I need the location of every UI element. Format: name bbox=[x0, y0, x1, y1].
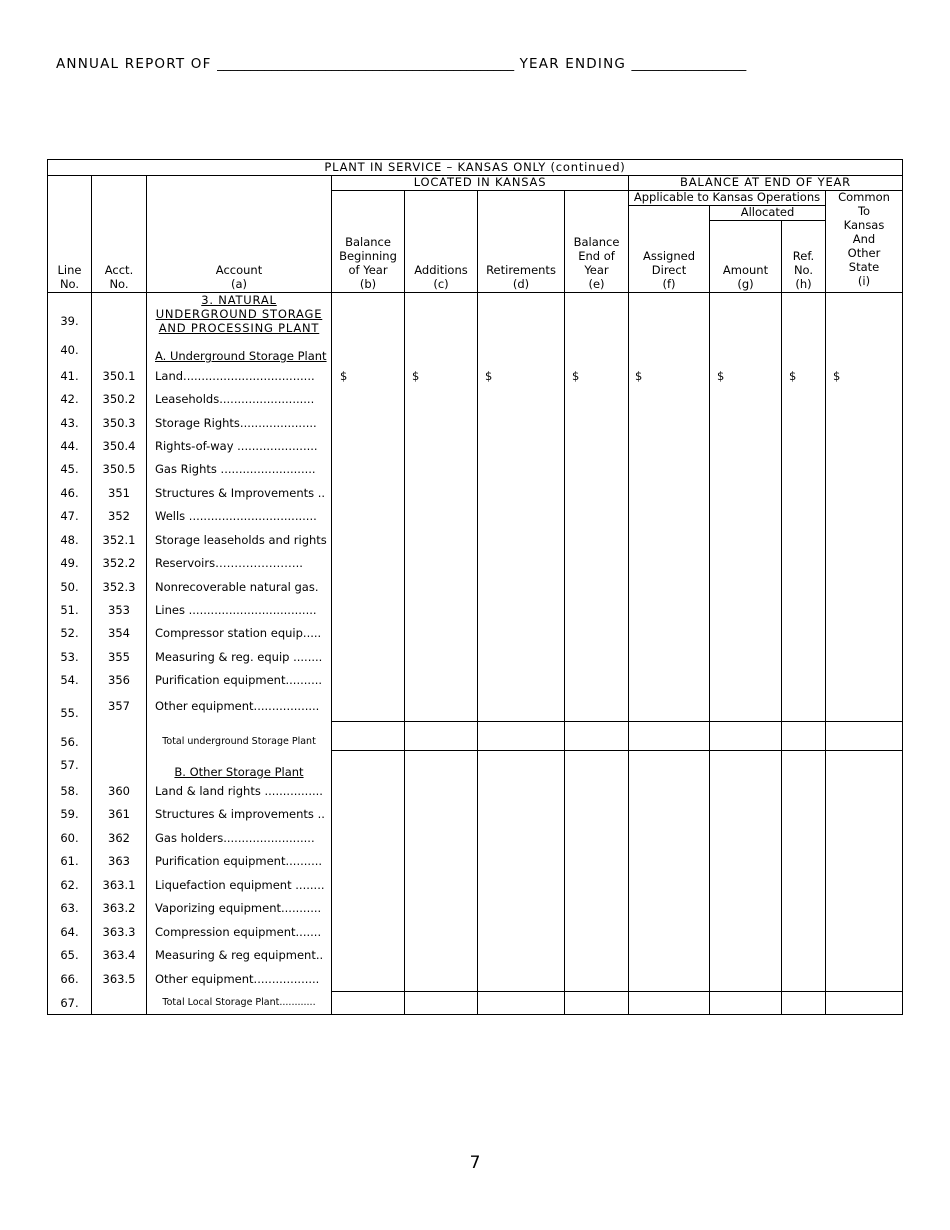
account-name: Wells ................................... bbox=[155, 509, 317, 523]
section-heading: 3. NATURAL UNDERGROUND STORAGE AND PROCESSING PLANT bbox=[155, 293, 323, 335]
line-number: 59. bbox=[60, 807, 79, 821]
col-header-i: Common To Kansas And Other State (i) bbox=[838, 190, 890, 288]
applicable-kansas-heading: Applicable to Kansas Operations bbox=[633, 190, 821, 204]
account-number: 361 bbox=[108, 807, 130, 821]
line-number: 52. bbox=[60, 626, 79, 640]
line-number: 66. bbox=[60, 972, 79, 986]
col-header-e: Balance End of Year (e) bbox=[573, 235, 620, 291]
balance-end-year-heading: BALANCE AT END OF YEAR bbox=[680, 175, 851, 189]
account-number: 351 bbox=[108, 486, 130, 500]
account-name: Structures & Improvements .. bbox=[155, 486, 326, 500]
account-name: Gas Rights .......................... bbox=[155, 462, 316, 476]
line-number: 63. bbox=[60, 901, 79, 915]
account-name: Land.................................... bbox=[155, 369, 315, 383]
account-number: 352.2 bbox=[102, 556, 136, 570]
currency-symbol: $ bbox=[340, 369, 348, 383]
line-number: 40. bbox=[60, 343, 79, 357]
line-number: 53. bbox=[60, 650, 79, 664]
account-name: B. Other Storage Plant bbox=[174, 765, 304, 779]
account-name: Measuring & reg equipment.. bbox=[155, 948, 324, 962]
line-number: 56. bbox=[60, 735, 79, 749]
account-name: Storage leaseholds and rights bbox=[155, 533, 327, 547]
currency-symbol: $ bbox=[412, 369, 420, 383]
account-number: 350.3 bbox=[102, 416, 136, 430]
account-name: Rights-of-way ...................... bbox=[155, 439, 318, 453]
account-number: 363.1 bbox=[102, 878, 136, 892]
currency-symbol: $ bbox=[635, 369, 643, 383]
located-in-kansas-heading: LOCATED IN KANSAS bbox=[413, 175, 547, 189]
currency-symbol: $ bbox=[572, 369, 580, 383]
col-header-line: Line No. bbox=[57, 263, 82, 291]
line-number: 47. bbox=[60, 509, 79, 523]
line-number: 48. bbox=[60, 533, 79, 547]
currency-symbol: $ bbox=[833, 369, 841, 383]
table-title: PLANT IN SERVICE – KANSAS ONLY (continued) bbox=[324, 160, 626, 174]
col-header-acct: Acct. No. bbox=[104, 263, 134, 291]
account-name: Total Local Storage Plant............ bbox=[162, 997, 316, 1008]
account-name: Gas holders......................... bbox=[155, 831, 315, 845]
line-number: 42. bbox=[60, 392, 79, 406]
account-number: 363.4 bbox=[102, 948, 136, 962]
account-number: 350.1 bbox=[102, 369, 136, 383]
account-name: Leaseholds.......................... bbox=[155, 392, 315, 406]
account-number: 350.5 bbox=[102, 462, 136, 476]
account-number: 360 bbox=[108, 784, 130, 798]
account-name: Measuring & reg. equip ........ bbox=[155, 650, 323, 664]
line-number: 67. bbox=[60, 996, 79, 1010]
line-number: 50. bbox=[60, 580, 79, 594]
account-name: Liquefaction equipment ........ bbox=[155, 878, 325, 892]
account-number: 363.5 bbox=[102, 972, 136, 986]
account-number: 354 bbox=[108, 626, 130, 640]
account-name: Lines ................................... bbox=[155, 603, 317, 617]
line-number: 64. bbox=[60, 925, 79, 939]
currency-symbol: $ bbox=[789, 369, 797, 383]
col-header-h: Ref. No. (h) bbox=[792, 249, 815, 291]
line-number: 55. bbox=[60, 706, 79, 720]
line-number: 49. bbox=[60, 556, 79, 570]
line-number: 43. bbox=[60, 416, 79, 430]
col-header-d: Retirements (d) bbox=[486, 263, 556, 291]
line-number: 54. bbox=[60, 673, 79, 687]
col-header-b: Balance Beginning of Year (b) bbox=[339, 235, 397, 291]
account-name: Purification equipment.......... bbox=[155, 673, 323, 687]
company-name-blank[interactable]: ____________________________________________ bbox=[217, 56, 515, 72]
account-number: 356 bbox=[108, 673, 130, 687]
line-number: 39. bbox=[60, 314, 79, 328]
account-name: Purification equipment.......... bbox=[155, 854, 323, 868]
line-number: 41. bbox=[60, 369, 79, 383]
line-number: 58. bbox=[60, 784, 79, 798]
line-number: 57. bbox=[60, 758, 79, 772]
col-header-c: Additions (c) bbox=[414, 263, 468, 291]
account-number: 352.1 bbox=[102, 533, 136, 547]
account-number: 353 bbox=[108, 603, 130, 617]
account-name: Other equipment.................. bbox=[155, 972, 320, 986]
account-name: Compressor station equip..... bbox=[155, 626, 322, 640]
annual-report-label: ANNUAL REPORT OF bbox=[56, 56, 212, 72]
line-number: 62. bbox=[60, 878, 79, 892]
account-number: 357 bbox=[108, 699, 130, 713]
account-number: 355 bbox=[108, 650, 130, 664]
account-name: Nonrecoverable natural gas. bbox=[155, 580, 319, 594]
account-name: Total underground Storage Plant bbox=[162, 736, 316, 747]
col-header-f: Assigned Direct (f) bbox=[642, 249, 695, 291]
account-name: Compression equipment....... bbox=[155, 925, 322, 939]
account-name: Land & land rights ................ bbox=[155, 784, 323, 798]
account-name: Structures & improvements .. bbox=[155, 807, 325, 821]
currency-symbol: $ bbox=[717, 369, 725, 383]
account-name: Vaporizing equipment........... bbox=[155, 901, 322, 915]
line-number: 46. bbox=[60, 486, 79, 500]
account-name: A. Underground Storage Plant bbox=[155, 349, 327, 363]
col-header-account: Account (a) bbox=[215, 263, 263, 291]
account-number: 352 bbox=[108, 509, 130, 523]
line-number: 45. bbox=[60, 462, 79, 476]
account-name: Reservoirs………………….. bbox=[155, 556, 303, 570]
line-number: 65. bbox=[60, 948, 79, 962]
account-number: 350.2 bbox=[102, 392, 136, 406]
page-number: 7 bbox=[469, 1153, 481, 1173]
line-number: 44. bbox=[60, 439, 79, 453]
line-number: 51. bbox=[60, 603, 79, 617]
account-number: 363 bbox=[108, 854, 130, 868]
account-number: 363.3 bbox=[102, 925, 136, 939]
col-header-g: Amount (g) bbox=[722, 263, 769, 291]
year-ending-blank[interactable]: _________________ bbox=[631, 56, 747, 72]
account-number: 363.2 bbox=[102, 901, 136, 915]
line-number: 60. bbox=[60, 831, 79, 845]
line-number: 61. bbox=[60, 854, 79, 868]
account-number: 362 bbox=[108, 831, 130, 845]
year-ending-label: YEAR ENDING bbox=[519, 56, 627, 72]
account-number: 352.3 bbox=[102, 580, 136, 594]
account-name: Other equipment.................. bbox=[155, 699, 320, 713]
account-number: 350.4 bbox=[102, 439, 136, 453]
allocated-heading: Allocated bbox=[740, 205, 795, 219]
account-name: Storage Rights..................... bbox=[155, 416, 317, 430]
currency-symbol: $ bbox=[485, 369, 493, 383]
